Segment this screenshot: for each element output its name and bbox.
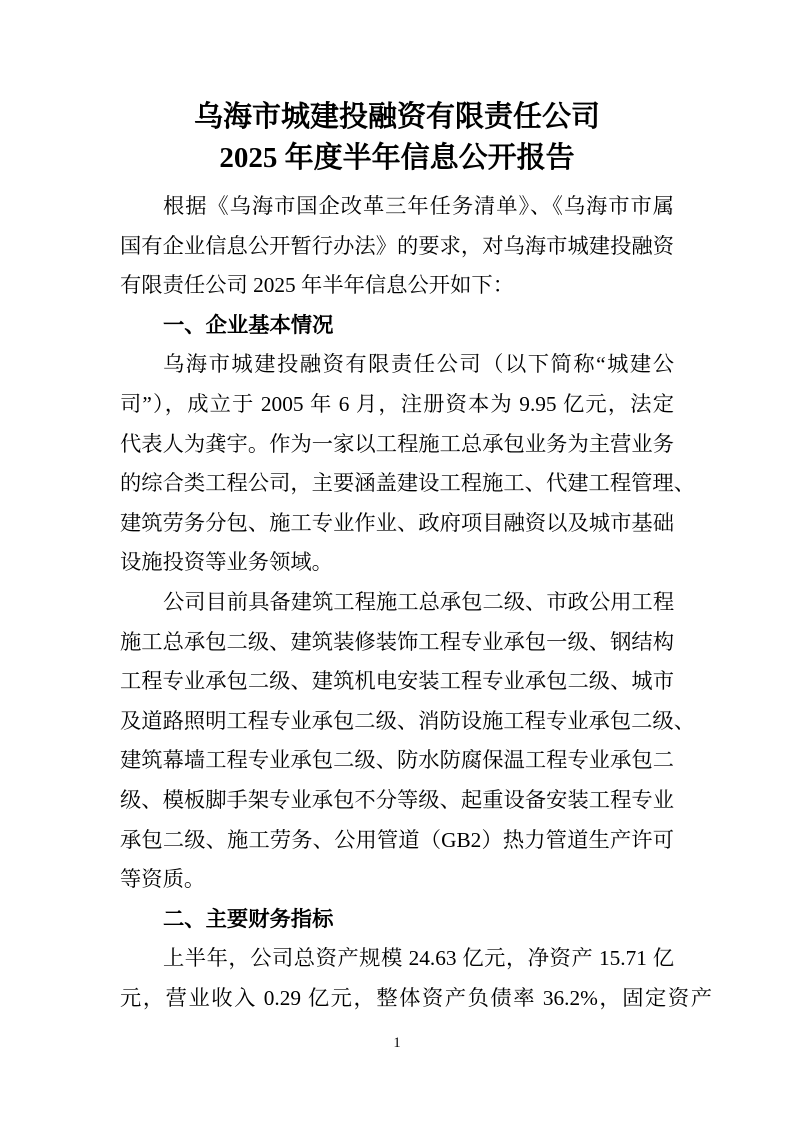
page-number: 1 bbox=[393, 1035, 401, 1051]
body-line: 的综合类工程公司，主要涵盖建设工程施工、代建工程管理、 bbox=[120, 471, 696, 496]
document-title-line-1: 乌海市城建投融资有限责任公司 bbox=[193, 101, 600, 133]
body-line: 乌海市城建投融资有限责任公司（以下简称“城建公 bbox=[163, 352, 674, 377]
body-line: 上半年，公司总资产规模 24.63 亿元，净资产 15.71 亿 bbox=[163, 946, 674, 971]
body-line: 有限责任公司 2025 年半年信息公开如下： bbox=[120, 273, 514, 298]
body-line: 根据《乌海市国企改革三年任务清单》、《乌海市市属 bbox=[163, 194, 674, 218]
section-heading: 二、主要财务指标 bbox=[163, 906, 334, 931]
document-body bbox=[120, 187, 712, 1018]
body-line: 司”），成立于 2005 年 6 月，注册资本为 9.95 亿元，法定 bbox=[120, 391, 674, 416]
body-line: 等资质。 bbox=[120, 867, 206, 892]
body-line: 设施投资等业务领域。 bbox=[120, 550, 333, 575]
document-title bbox=[120, 97, 674, 179]
body-line: 建筑幕墙工程专业承包二级、防水防腐保温工程专业承包二 bbox=[120, 748, 674, 773]
body-line: 级、模板脚手架专业承包不分等级、起重设备安装工程专业 bbox=[120, 787, 674, 812]
body-line: 工程专业承包二级、建筑机电安装工程专业承包二级、城市 bbox=[120, 669, 674, 694]
body-line: 建筑劳务分包、施工专业作业、政府项目融资以及城市基础 bbox=[120, 510, 674, 535]
body-line: 代表人为龚宇。作为一家以工程施工总承包业务为主营业务 bbox=[120, 431, 674, 456]
document-title-line-2: 2025 年度半年信息公开报告 bbox=[219, 142, 575, 174]
body-line: 元，营业收入 0.29 亿元，整体资产负债率 36.2%，固定资产 bbox=[120, 985, 712, 1010]
section-heading: 一、企业基本情况 bbox=[163, 312, 334, 337]
body-line: 国有企业信息公开暂行办法》的要求，对乌海市城建投融资 bbox=[120, 233, 674, 258]
body-line: 承包二级、施工劳务、公用管道（GB2）热力管道生产许可 bbox=[120, 827, 674, 852]
body-line: 施工总承包二级、建筑装修装饰工程专业承包一级、钢结构 bbox=[120, 629, 674, 654]
body-line: 公司目前具备建筑工程施工总承包二级、市政公用工程 bbox=[163, 589, 675, 614]
body-line: 及道路照明工程专业承包二级、消防设施工程专业承包二级、 bbox=[120, 708, 696, 733]
